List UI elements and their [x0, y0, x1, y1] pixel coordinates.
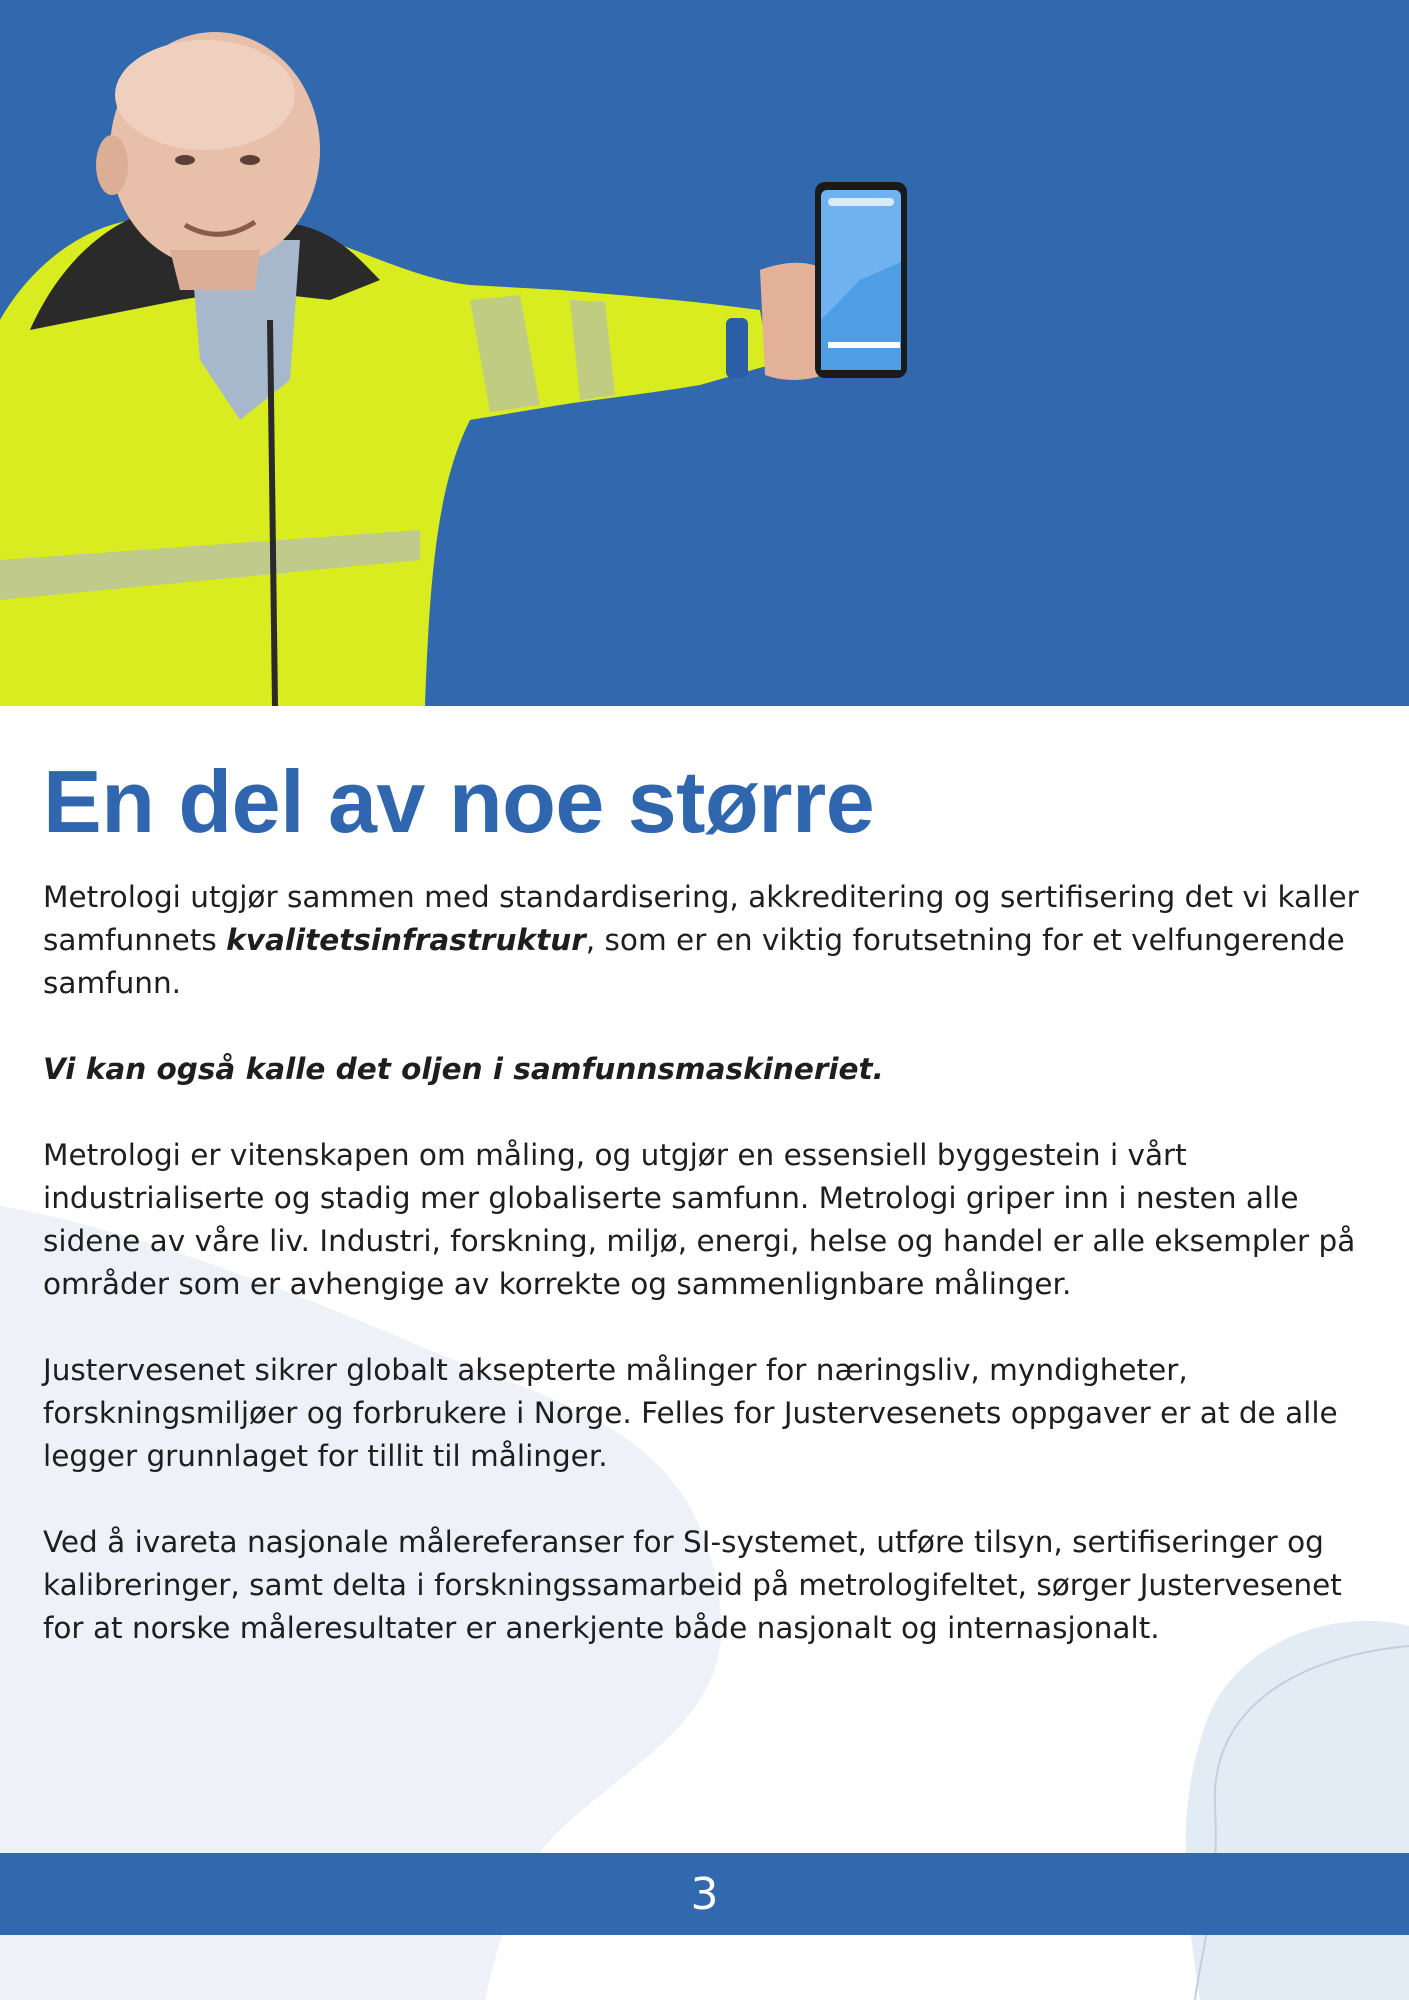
footer-bar: [0, 1853, 1409, 1935]
lead-statement: Vi kan også kalle det oljen i samfunnsmaskineriet.: [43, 1052, 884, 1086]
paragraph-justervesenet: Justervesenet sikrer globalt aksepterte målinger for næringsliv, myndigheter, forskningsmiljøer og forbrukere i Norge. Felles for Justervesenets oppgaver er at de alle legger grunnlaget for tillit til målinger.: [43, 1353, 1338, 1473]
person-photo: [0, 0, 1409, 706]
emphasis-term: kvalitetsinfrastruktur: [226, 923, 586, 957]
page-number: 3: [690, 1868, 719, 1920]
paragraph-si-system: Ved å ivareta nasjonale målereferanser for SI-systemet, utføre tilsyn, sertifiseringer og kalibreringer, samt delta i forskningssamarbeid på metrologifeltet, sørger Justervesenet for at norske måleresultater er anerkjente både nasjonalt og internasjonalt.: [43, 1525, 1342, 1645]
paragraph-intro: Metrologi utgjør sammen med standardisering, akkreditering og sertifisering det vi kaller samfunnets kvalitetsinfrastruktur, som er en viktig forutsetning for et velfungerende samfunn.: [43, 880, 1359, 1000]
paragraph-metrology: Metrologi er vitenskapen om måling, og utgjør en essensiell byggestein i vårt industrialiserte og stadig mer globaliserte samfunn. Metrologi griper inn i nesten alle sidene av våre liv. Industri, forskning, miljø, energi, helse og handel er alle eksempler på områder som er avhengige av korrekte og sammenlignbare målinger.: [43, 1138, 1356, 1301]
page-title: En del av noe større: [43, 752, 875, 851]
body-text: [43, 876, 1373, 1693]
hero-banner: [0, 0, 1409, 706]
